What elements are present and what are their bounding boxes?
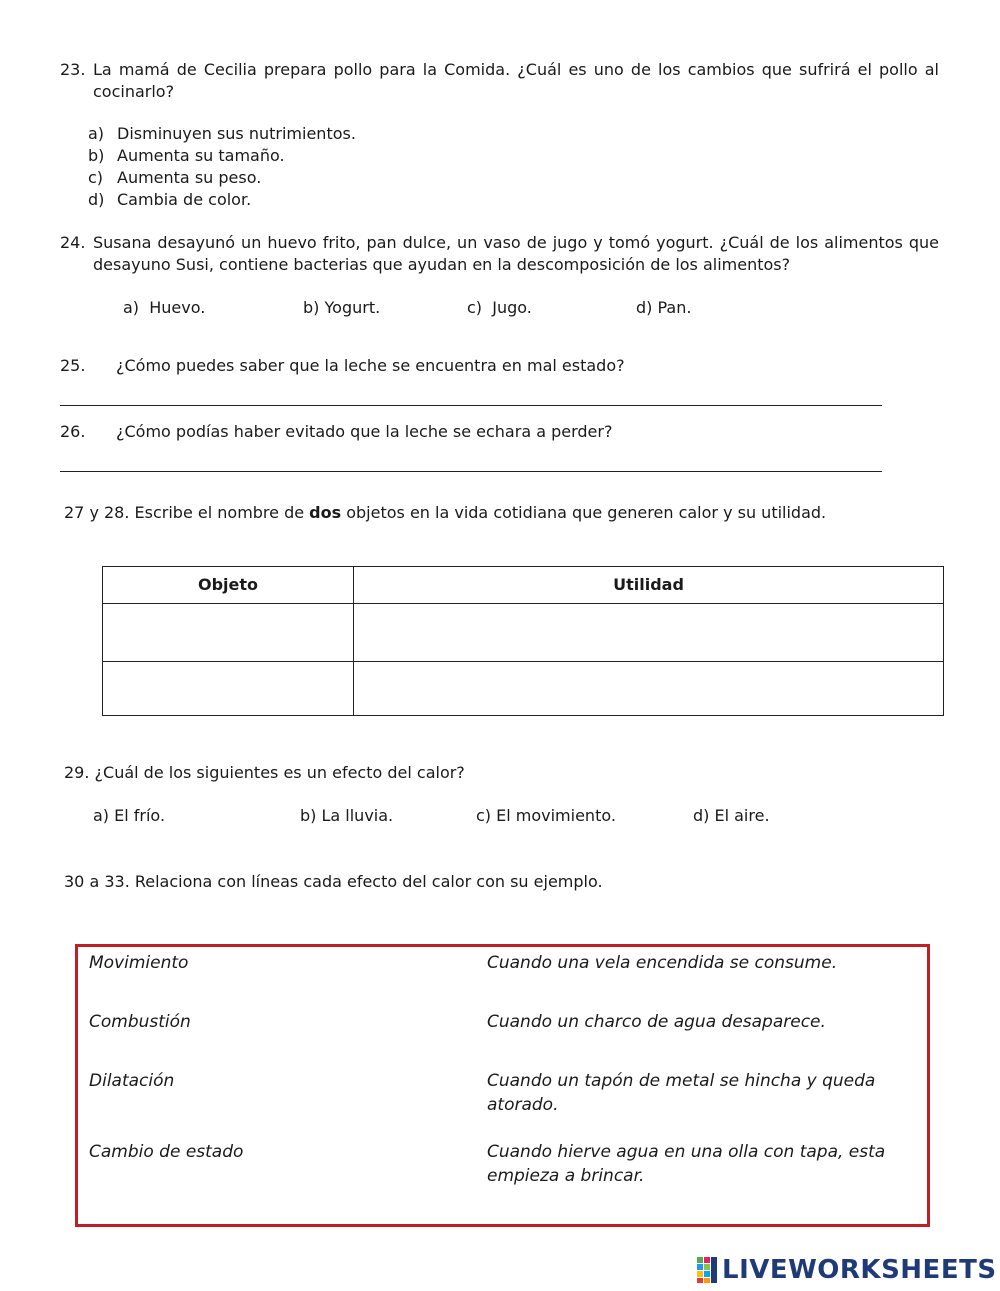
question-text: La mamá de Cecilia prepara pollo para la Comida. ¿Cuál es uno de los cambios que sufrirá el pollo al cocinarlo? (93, 60, 939, 101)
match-left-combustion[interactable]: Combustión (89, 1012, 191, 1032)
liveworksheets-icon (697, 1257, 719, 1283)
table-header-row (103, 567, 944, 604)
cell-utilidad-1[interactable] (354, 604, 944, 662)
option-b-text: Aumenta su tamaño. (117, 146, 285, 165)
match-left-movimiento[interactable]: Movimiento (89, 953, 189, 973)
answer-input-25[interactable] (60, 383, 886, 407)
objects-table (102, 566, 944, 716)
option-d[interactable]: d) (88, 190, 105, 209)
match-right-1[interactable]: Cuando una vela encendida se consume. (487, 953, 838, 973)
question-number: 24. (60, 233, 86, 252)
question-26-text: ¿Cómo podías haber evitado que la leche se echara a perder? (116, 422, 613, 441)
header-objeto: Objeto (103, 567, 354, 604)
question-26-number: 26. (60, 422, 86, 441)
option-c[interactable]: c) El movimiento. (476, 806, 616, 825)
match-left-dilatacion[interactable]: Dilatación (89, 1071, 175, 1091)
liveworksheets-logo (697, 1255, 997, 1285)
emphasis-dos: dos (309, 503, 342, 522)
cell-objeto-1[interactable] (103, 604, 354, 662)
match-right-2[interactable]: Cuando un charco de agua desaparece. (487, 1012, 826, 1032)
option-c[interactable]: c) (88, 168, 104, 187)
option-d-text: Cambia de color. (117, 190, 252, 209)
table-row (103, 662, 944, 716)
question-29: 29. ¿Cuál de los siguientes es un efecto del calor? (64, 763, 465, 782)
question-25-number: 25. (60, 356, 86, 375)
option-c-text: Aumenta su peso. (117, 168, 262, 187)
logo-text: LIVEWORKSHEETS (722, 1255, 997, 1285)
option-b[interactable]: b) Yogurt. (303, 298, 381, 317)
cell-objeto-2[interactable] (103, 662, 354, 716)
match-right-4[interactable]: Cuando hierve agua en una olla con tapa, esta empieza a brincar. (487, 1142, 886, 1186)
header-utilidad: Utilidad (354, 567, 944, 604)
option-b[interactable]: b) La lluvia. (300, 806, 394, 825)
table-row (103, 604, 944, 662)
answer-input-26[interactable] (60, 449, 886, 473)
option-d[interactable]: d) Pan. (636, 298, 692, 317)
question-27-28: 27 y 28. Escribe el nombre de dos objetos en la vida cotidiana que generen calor y su utilidad. (64, 503, 827, 522)
question-number: 23. (60, 60, 86, 79)
option-a[interactable]: a) (88, 124, 105, 143)
match-right-3[interactable]: Cuando un tapón de metal se hincha y queda atorado. (487, 1071, 876, 1115)
matching-box (75, 944, 930, 1227)
question-30-33: 30 a 33. Relaciona con líneas cada efecto del calor con su ejemplo. (64, 872, 603, 891)
match-left-cambio-de-estado[interactable]: Cambio de estado (89, 1142, 244, 1162)
cell-utilidad-2[interactable] (354, 662, 944, 716)
question-text: Susana desayunó un huevo frito, pan dulce, un vaso de jugo y tomó yogurt. ¿Cuál de los alimentos que desayuno Susi, contiene bacterias que ayudan en la descomposición de los alimentos? (93, 233, 939, 274)
option-a-text: Disminuyen sus nutrimientos. (117, 124, 356, 143)
option-d[interactable]: d) El aire. (693, 806, 770, 825)
option-b[interactable]: b) (88, 146, 105, 165)
option-a[interactable]: a) El frío. (93, 806, 166, 825)
option-a[interactable]: a) Huevo. (123, 298, 206, 317)
option-c[interactable]: c) Jugo. (467, 298, 532, 317)
question-25-text: ¿Cómo puedes saber que la leche se encuentra en mal estado? (116, 356, 625, 375)
